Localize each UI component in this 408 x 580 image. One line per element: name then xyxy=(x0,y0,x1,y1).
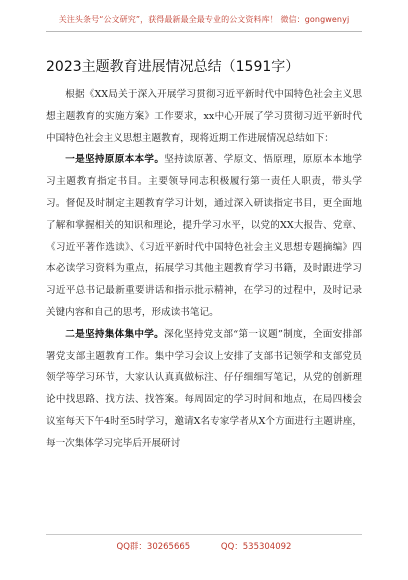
section-2-paragraph xyxy=(46,324,362,455)
header-divider xyxy=(46,31,362,32)
document-title: 2023主题教育进展情况总结（1591字） xyxy=(46,59,300,75)
intro-paragraph: 根据《XX局关于深入开展学习贯彻习近平新时代中国特色社会主义思想主题教育的实施方案》工作要求，xx中心开展了学习贯彻习近平新时代中国特色社会主义思想主题教育，现将近期工作进展情况总结如下： xyxy=(46,89,362,144)
section-2-lead: 二是坚持集体集中学。 xyxy=(65,328,165,340)
section-1-paragraph xyxy=(46,149,362,323)
section-1-text: 坚持读原著、学原文、悟原理，原原本本地学习主题教育指定书目。主要领导同志积极履行第一责任人职责，带头学习。督促及时制定主题教育学习计划，通过深入研读指定书目，更全面地了解和掌握相关的知识和理论，提升学习水平，以党的XX大报告、党章、《习近平著作选读》、《习近平新时代中国特色社会主义思想专题摘编》四本必读学习资料为重点，拓展学习其他主题教育学习书籍，及时跟进学习习近平总书记最新重要讲话和指示批示精神，在学习的过程中，及时记录关键内容和自己的思考，形成读书笔记。 xyxy=(46,154,362,318)
section-2-text: 深化坚持党支部“第一议题”制度，全面安排部署党支部主题教育工作。集中学习会议上安排了支部书记领学和支部党员领学等学习环节，大家认认真真做标注、仔仔细细写笔记，从党的创新理论中找思路、找方法、找答案。每周固定的学习时间和地点，在局四楼会议室每天下午4时至5时学习，邀请X名专家学者从X个方面进行主题讲座，每一次集体学习完毕后开展研讨 xyxy=(46,328,362,449)
footer-note xyxy=(46,540,362,552)
section-1-lead: 一是坚持原原本本学。 xyxy=(65,154,165,166)
footer-qq: QQ：535304092 xyxy=(220,542,292,552)
footer-qq-group: QQ群：30265665 xyxy=(116,542,191,552)
document-body xyxy=(46,84,362,530)
header-note: 关注头条号“公文研究”，获得最新最全最专业的公文资料库！ 微信：gongwenyj xyxy=(58,15,350,24)
footer-divider xyxy=(46,534,362,535)
